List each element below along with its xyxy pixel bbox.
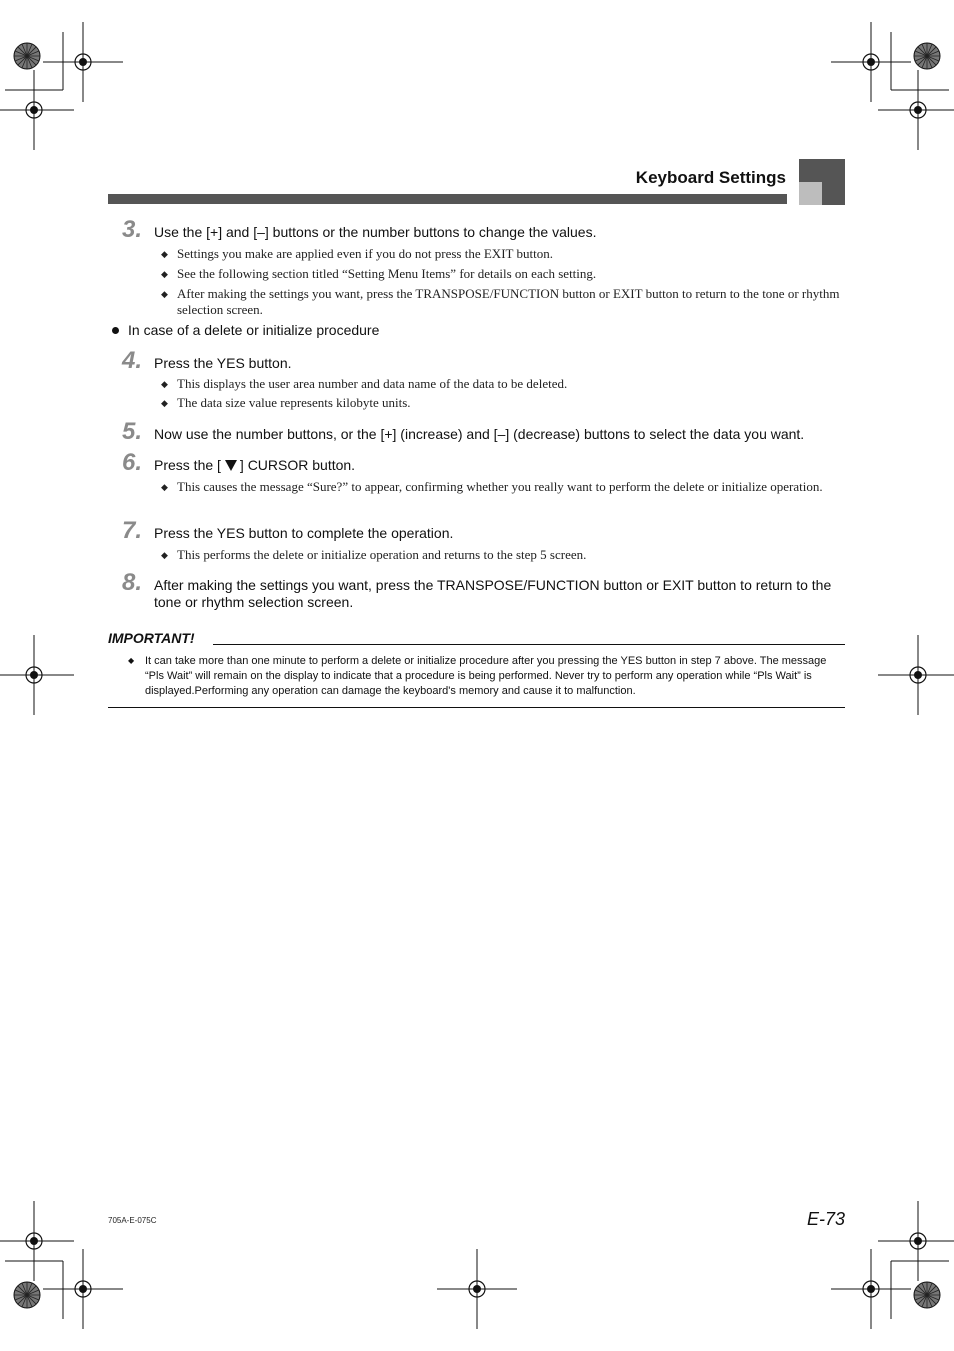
sub-heading: In case of a delete or initialize procedure — [112, 322, 379, 339]
important-text: ◆ It can take more than one minute to perform a delete or initialize procedure after you pressing the YES button in step 7 above. The message “Pls Wait” will remain on the display to indicate that a procedure is being performed. Never try to perform any operation while “Pls Wait” is displayed.Performing any operation can damage the keyboard's memory and cause it to malfunction. — [128, 655, 827, 697]
important-title: IMPORTANT! — [108, 630, 195, 646]
important-rule-bottom — [108, 707, 845, 708]
step-number: 4. — [122, 347, 143, 374]
step-note: ◆ After making the settings you want, press the TRANSPOSE/FUNCTION button or EXIT button to return to the tone or rhythm selection screen. — [161, 286, 840, 317]
step-note: ◆ See the following section titled “Setting Menu Items” for details on each setting. — [161, 266, 597, 281]
step-note: ◆ The data size value represents kilobyte units. — [161, 395, 411, 410]
starburst-mark-icon — [914, 1282, 940, 1308]
step-text: Now use the number buttons, or the [+] (increase) and [–] (decrease) buttons to select the data you want. — [154, 426, 805, 442]
step-note: ◆ This performs the delete or initialize operation and returns to the step 5 screen. — [161, 547, 587, 562]
diamond-bullet-icon: ◆ — [161, 379, 168, 389]
diamond-bullet-icon: ◆ — [161, 398, 168, 408]
step-text: After making the settings you want, press the TRANSPOSE/FUNCTION button or EXIT button to return to the tone or rhythm selection screen. — [154, 577, 832, 610]
diamond-bullet-icon: ◆ — [161, 482, 168, 492]
header-bar — [108, 194, 787, 204]
step-text: Use the [+] and [–] buttons or the number buttons to change the values. — [154, 224, 597, 240]
step-note: ◆ This causes the message “Sure?” to appear, confirming whether you really want to perform the delete or initialize operation. — [161, 479, 823, 494]
step-number: 8. — [122, 569, 143, 596]
section-title: Keyboard Settings — [635, 168, 786, 187]
starburst-mark-icon — [14, 1282, 40, 1308]
step-note: ◆ Settings you make are applied even if you do not press the EXIT button. — [161, 246, 553, 261]
header-tab-block-inner — [799, 182, 822, 205]
step-note: ◆ This displays the user area number and data name of the data to be deleted. — [161, 376, 568, 391]
footer-code: 705A-E-075C — [108, 1216, 157, 1225]
step-number: 3. — [122, 216, 143, 243]
step-number: 5. — [122, 418, 143, 445]
page-number: E-73 — [806, 1209, 845, 1229]
step-number: 6. — [122, 449, 143, 476]
important-rule-top — [213, 644, 845, 645]
step-text: Press the YES button to complete the operation. — [154, 525, 454, 541]
step-number: 7. — [122, 517, 143, 544]
cursor-down-triangle-icon — [225, 460, 237, 471]
diamond-bullet-icon: ◆ — [128, 656, 135, 665]
diamond-bullet-icon: ◆ — [161, 550, 168, 560]
starburst-mark-icon — [14, 43, 40, 69]
step-text: Press the YES button. — [154, 355, 292, 371]
diamond-bullet-icon: ◆ — [161, 289, 168, 299]
step-text: Press the [ ] CURSOR button. — [154, 457, 356, 473]
diamond-bullet-icon: ◆ — [161, 249, 168, 259]
round-bullet-icon — [112, 327, 119, 334]
diamond-bullet-icon: ◆ — [161, 269, 168, 279]
starburst-mark-icon — [914, 43, 940, 69]
